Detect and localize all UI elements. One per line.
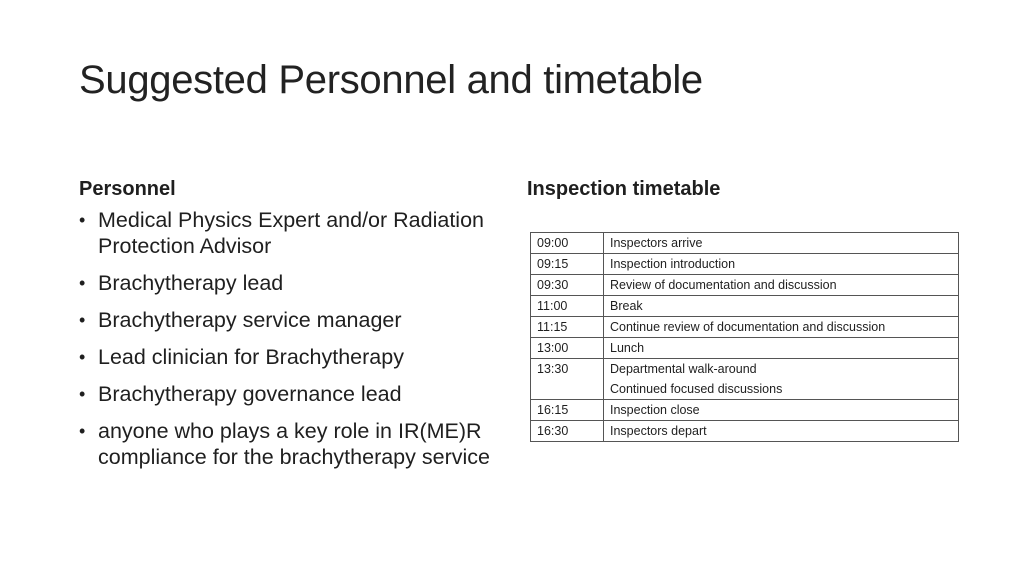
time-cell: 09:15	[531, 254, 604, 275]
table-row	[531, 233, 959, 254]
personnel-list	[79, 207, 499, 470]
bullet-icon: •	[79, 384, 86, 404]
time-cell: 13:30	[531, 359, 604, 400]
time-cell: 16:30	[531, 421, 604, 442]
activity-cell: Continue review of documentation and discussion	[604, 317, 959, 338]
table-row	[531, 338, 959, 359]
activity-cell: Inspection close	[604, 400, 959, 421]
activity-line: Departmental walk-around	[610, 362, 757, 376]
personnel-item	[79, 418, 499, 470]
bullet-icon: •	[79, 210, 86, 230]
personnel-item	[79, 381, 499, 407]
slide-title: Suggested Personnel and timetable	[79, 58, 703, 102]
personnel-item-label: Lead clinician for Brachytherapy	[98, 345, 404, 369]
time-cell: 16:15	[531, 400, 604, 421]
personnel-item	[79, 270, 499, 296]
personnel-item-label: anyone who plays a key role in IR(ME)R compliance for the brachytherapy service	[98, 419, 490, 469]
activity-cell: Inspection introduction	[604, 254, 959, 275]
personnel-item	[79, 344, 499, 370]
personnel-section	[79, 178, 499, 481]
time-cell: 09:30	[531, 275, 604, 296]
table-row	[531, 359, 959, 400]
personnel-item-label: Brachytherapy governance lead	[98, 382, 402, 406]
table-row	[531, 317, 959, 338]
activity-cell: Inspectors arrive	[604, 233, 959, 254]
time-cell: 11:15	[531, 317, 604, 338]
bullet-icon: •	[79, 421, 86, 441]
timetable-heading: Inspection timetable	[527, 178, 721, 200]
time-cell: 09:00	[531, 233, 604, 254]
table-row	[531, 275, 959, 296]
bullet-icon: •	[79, 273, 86, 293]
personnel-item	[79, 207, 499, 259]
activity-cell: Break	[604, 296, 959, 317]
bullet-icon: •	[79, 347, 86, 367]
table-row	[531, 296, 959, 317]
time-cell: 11:00	[531, 296, 604, 317]
activity-line: Continued focused discussions	[610, 382, 783, 396]
table-row	[531, 400, 959, 421]
bullet-icon: •	[79, 310, 86, 330]
timetable-table	[530, 232, 959, 442]
table-row	[531, 421, 959, 442]
activity-cell	[604, 359, 959, 400]
personnel-item-label: Brachytherapy service manager	[98, 308, 402, 332]
table-row	[531, 254, 959, 275]
activity-cell: Review of documentation and discussion	[604, 275, 959, 296]
personnel-heading: Personnel	[79, 178, 176, 200]
activity-cell: Inspectors depart	[604, 421, 959, 442]
personnel-item	[79, 307, 499, 333]
timetable-section	[527, 178, 967, 207]
activity-cell: Lunch	[604, 338, 959, 359]
personnel-item-label: Medical Physics Expert and/or Radiation Protection Advisor	[98, 208, 484, 258]
time-cell: 13:00	[531, 338, 604, 359]
personnel-item-label: Brachytherapy lead	[98, 271, 284, 295]
